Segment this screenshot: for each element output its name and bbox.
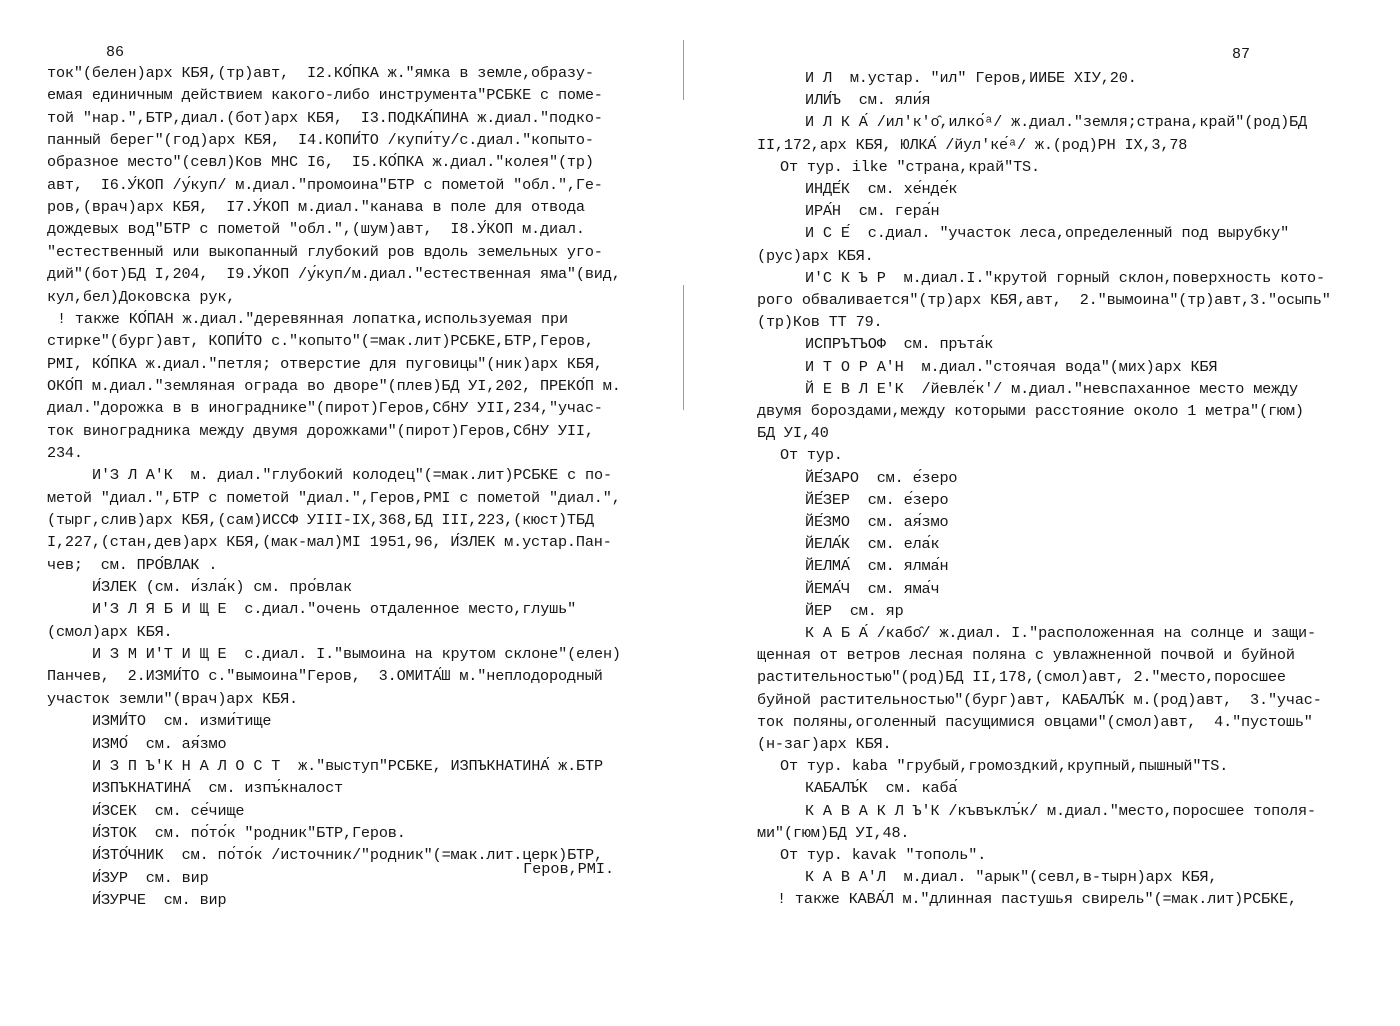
text-line: (тр)Ков ТТ 79. — [757, 313, 883, 332]
text-line: И'З Л Я Б И Щ Е с.диал."очень отдаленное место,глушь" — [92, 600, 577, 619]
text-line: ЙЕ́ЗЕР см. е́зеро — [805, 490, 949, 509]
text-line: И Л м.устар. "ил" Геров,ИИБЕ XIУ,20. — [805, 69, 1137, 87]
text-line: И З М И'Т И Щ Е с.диал. I."вымоина на крутом склоне"(елен) — [92, 645, 621, 664]
left-page — [0, 0, 690, 1026]
text-line: диал."дорожка в в инограднике"(пирот)Геров,СбНУ УII,234,"учас- — [47, 399, 603, 418]
text-line: И'С К Ъ Р м.диал.I."крутой горный склон,поверхность кото- — [805, 268, 1325, 287]
text-line: растительностью"(род)БД II,178,(смол)авт, 2."место,поросшее — [757, 668, 1286, 687]
text-line: авт, I6.У́КОП /у́куп/ м.диал."промоина"БТР с пометой "обл.",Ге- — [47, 175, 603, 194]
text-line: ми"(гюм)БД УI,48. — [757, 823, 910, 842]
text-line: ЙЕР см. яр — [805, 601, 904, 620]
text-line: ЙЕЛМА́ см. ялма́н — [805, 557, 949, 576]
text-line: участок земли"(врач)арх КБЯ. — [47, 689, 298, 708]
text-line: (смол)арх КБЯ. — [47, 622, 173, 641]
text-line: От тур. — [780, 446, 843, 465]
text-line: чев; см. ПРО́ВЛАК . — [47, 555, 218, 574]
text-line: двумя бороздами,между которыми расстояние около 1 метра"(гюм) — [757, 402, 1304, 420]
text-line: (тырг,слив)арх КБЯ,(сам)ИССФ УIII-IX,368,БД III,223,(кюст)ТБД — [47, 511, 594, 529]
text-line: ток поляны,оголенный пасущимися овцами"(смол)авт, 4."пустошь" — [757, 712, 1313, 731]
text-line: метой "диал.",БТР с пометой "диал.",Геров,РМI с пометой "диал.", — [47, 488, 621, 507]
text-line: образное место"(севл)Ков МНС I6, I5.КО́ПКА ж.диал."колея"(тр) — [47, 153, 594, 172]
text-line: И́ЗТОК см. по́то́к "родник"БТР,Геров. — [92, 823, 406, 842]
text-line: рого обваливается"(тр)арх КБЯ,авт, 2."вымоина"(тр)авт,3."осыпь" — [757, 291, 1331, 309]
text-line: 234. — [47, 443, 83, 462]
text-line: ИНДЕ́К см. хе́нде́к — [805, 180, 958, 198]
text-line: ОКО́П м.диал."земляная ограда во дворе"(плев)БД УI,202, ПРЕКО́П м. — [47, 376, 621, 395]
text-line: БД УI,40 — [757, 424, 829, 443]
text-line: Й Е В Л Е'К /йевле́к'/ м.диал."невспаханное место между — [805, 379, 1299, 398]
text-line: И З П Ъ'К Н А Л О С Т ж."выступ"РСБКЕ, ИЗПЪКНАТИНА́ ж.БТР — [92, 756, 603, 775]
text-line: К А В А К Л Ъ'К /къвъклъ́к/ м.диал."место,поросшее тополя- — [805, 801, 1316, 820]
gutter-line — [683, 285, 684, 410]
text-line: "естественный или выкопанный глубокий ров вдоль земельных уго- — [47, 242, 603, 261]
page-number: 86 — [106, 44, 125, 61]
text-line: дий"(бот)БД I,204, I9.У́КОП /у́куп/м.диал."естественная яма"(вид, — [47, 265, 621, 284]
text-line: ров,(врач)арх КБЯ, I7.У́КОП м.диал."канава в поле для отвода — [47, 198, 585, 217]
text-line: емая единичным действием какого-либо инструмента"РСБКЕ с поме- — [47, 86, 603, 105]
text-line: ИРА́Н см. гера́н — [805, 202, 940, 221]
text-line: И Л К А́ /ил'к'о̂,илко́ᵃ/ ж.диал."земля;страна,край"(род)БД — [805, 113, 1307, 132]
text-line: панный берег"(год)арх КБЯ, I4.КОПИ́ТО /купи́ту/с.диал."копыто- — [47, 131, 594, 150]
text-line: (н-заг)арх КБЯ. — [757, 735, 892, 753]
text-line: ток"(белен)арх КБЯ,(тр)авт, I2.КО́ПКА ж."ямка в земле,образу- — [47, 64, 594, 82]
gutter-line — [683, 40, 684, 100]
text-line: той "нар.",БТР,диал.(бот)арх КБЯ, I3.ПОДКА́ПИНА ж.диал."подко- — [47, 108, 603, 127]
text-line: I,227,(стан,дев)арх КБЯ,(мак-мал)МI 1951,96, И́ЗЛЕК м.устар.Пан- — [47, 533, 612, 552]
text-line: Панчев, 2.ИЗМИ́ТО с."вымоина"Геров, 3.ОМИТА́Ш м."неплодородный — [47, 667, 603, 686]
text-line: РМI, КО́ПКА ж.диал."петля; отверстие для пуговицы"(ник)арх КБЯ, — [47, 354, 603, 373]
continuation-text: Геров,РМI. — [523, 860, 615, 878]
text-line: ! также КАВА́Л м."длинная пастушья свирель"(=мак.лит)РСБКЕ, — [777, 890, 1297, 909]
text-line: ИЛИ́Ъ см. яли́я — [805, 91, 931, 110]
text-line: И́ЗУРЧЕ см. вир — [92, 890, 227, 909]
text-line: К А Б А́ /кабо̂/ ж.диал. I."расположенная на солнце и защи- — [805, 624, 1316, 642]
text-line: От тур. kaba "грубый,громоздкий,крупный,пышный"TS. — [780, 757, 1229, 776]
text-line: И́ЗЛЕК (см. и́зла́к) см. про́влак — [92, 578, 352, 597]
text-line: (рус)арх КБЯ. — [757, 246, 874, 265]
text-line: От тур. ilke "страна,край"TS. — [780, 157, 1040, 176]
text-line: буйной растительностью"(бург)авт, КАБАЛЪ́К м.(род)авт, 3."учас- — [757, 690, 1322, 709]
text-line: щенная от ветров лесная поляна с увлажненной почвой и буйной — [757, 646, 1295, 665]
text-line: ИЗПЪКНАТИНА́ см. изпъ́кналост — [92, 779, 343, 798]
right-page — [700, 0, 1400, 1026]
text-line: От тур. kavak "тополь". — [780, 846, 987, 864]
text-line: ИЗМО́ см. ая́змо — [92, 734, 227, 753]
text-line: II,172,арх КБЯ, ЮЛКА́ /йул'ке́ᵃ/ ж.(род)PH IX,3,78 — [757, 135, 1188, 154]
text-line: ИЗМИ́ТО см. изми́тище — [92, 712, 272, 731]
text-line: И С Е́ с.диал. "участок леса,определенный под вырубку" — [805, 224, 1290, 243]
text-line: И́ЗУР см. вир — [92, 868, 209, 887]
text-line: ИСПРЪТЪОФ см. пръта́к — [805, 335, 994, 354]
text-line: КАБАЛЪ́К см. каба́ — [805, 779, 958, 798]
text-line: ЙЕ́ЗАРО см. е́зеро — [805, 468, 958, 487]
text-line: дождевых вод"БТР с пометой "обл.",(шум)авт, I8.У́КОП м.диал. — [47, 220, 585, 239]
text-line: И́ЗСЕК см. се́чище — [92, 801, 245, 820]
text-line: кул,бел)Доковска рук, — [47, 287, 236, 306]
text-line: И Т О Р А'Н м.диал."стоячая вода"(мих)арх КБЯ — [805, 357, 1218, 376]
text-line: И'З Л А'К м. диал."глубокий колодец"(=мак.лит)РСБКЕ с по- — [92, 466, 612, 485]
text-line: ! также КО́ПАН ж.диал."деревянная лопатка,используемая при — [57, 309, 568, 328]
text-line: И́ЗТО́ЧНИК см. по́то́к /источник/"родник"(=мак.лит.церк)БТР, — [92, 846, 603, 865]
text-line: стирке"(бург)авт, КОПИ́ТО с."копыто"(=мак.лит)РСБКЕ,БТР,Геров, — [47, 332, 594, 351]
text-line: ЙЕМА́Ч см. яма́ч — [805, 579, 940, 598]
text-line: ЙЕЛА́К см. ела́к — [805, 535, 940, 554]
page-number: 87 — [1232, 46, 1251, 63]
text-line: К А В А'Л м.диал. "арык"(севл,в-тырн)арх КБЯ, — [805, 868, 1218, 887]
text-line: ЙЕ́ЗМО см. ая́змо — [805, 513, 949, 531]
text-line: ток виноградника между двумя дорожками"(пирот)Геров,СбНУ УII, — [47, 421, 594, 440]
